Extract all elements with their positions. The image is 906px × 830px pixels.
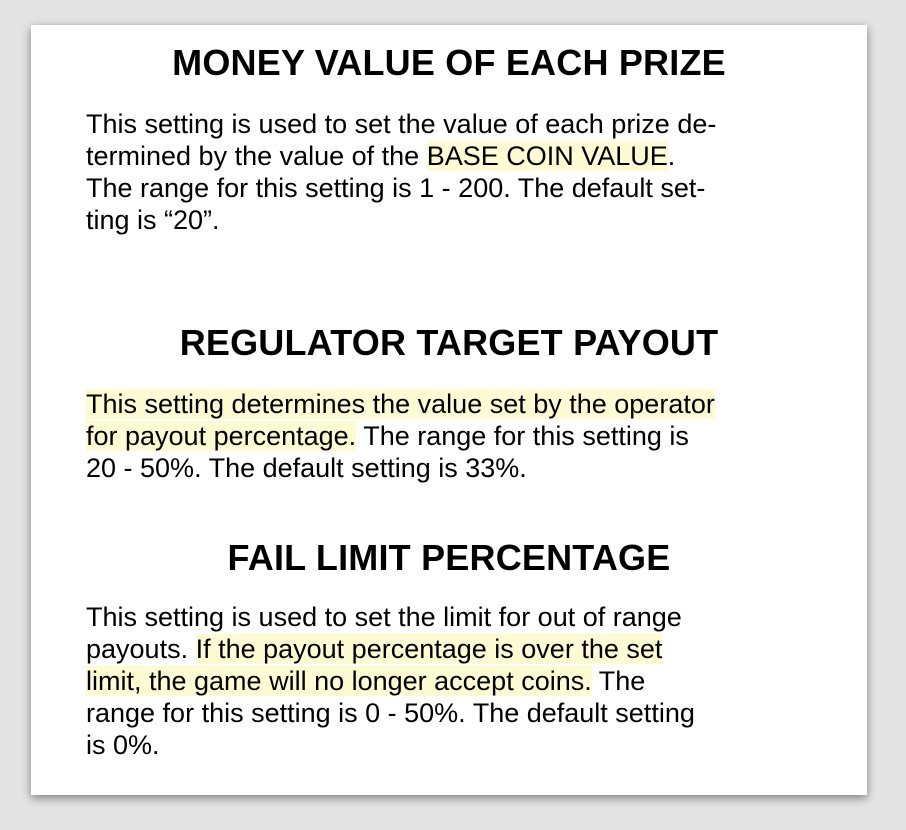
text-line: payouts. If the payout percentage is over the set — [86, 634, 663, 664]
section-heading: FAIL LIMIT PERCENTAGE — [227, 537, 671, 578]
section-heading: REGULATOR TARGET PAYOUT — [179, 322, 719, 363]
text-line: The range for this setting is 1 - 200. The default set- — [86, 173, 706, 203]
text-line: range for this setting is 0 - 50%. The default setting — [86, 698, 695, 728]
section-fail-limit-percentage — [31, 536, 867, 580]
section-heading: MONEY VALUE OF EACH PRIZE — [172, 42, 726, 83]
text-line: limit, the game will no longer accept coins. The — [86, 666, 646, 696]
section-money-value — [31, 41, 867, 85]
section-body — [86, 388, 846, 484]
highlight: This setting determines the value set by the operator — [86, 389, 715, 419]
manual-page — [31, 25, 867, 795]
text-line: termined by the value of the BASE COIN VALUE. — [86, 141, 676, 171]
highlight: BASE COIN VALUE — [426, 141, 668, 171]
text-line: for payout percentage. The range for this setting is — [86, 421, 689, 451]
text-line — [86, 388, 846, 420]
text-line: This setting is used to set the value of each prize de- — [86, 109, 717, 139]
section-body — [86, 108, 846, 236]
text-line: is 0%. — [86, 730, 160, 760]
section-regulator-target-payout — [31, 321, 867, 365]
highlight: If the payout percentage is over the set — [195, 634, 663, 664]
text-line: ting is “20”. — [86, 205, 220, 235]
text-line: 20 - 50%. The default setting is 33%. — [86, 453, 527, 483]
highlight: for payout percentage. — [86, 421, 357, 451]
section-body — [86, 601, 846, 761]
highlight: limit, the game will no longer accept coins. — [86, 666, 592, 696]
text-line: This setting is used to set the limit for out of range — [86, 602, 682, 632]
